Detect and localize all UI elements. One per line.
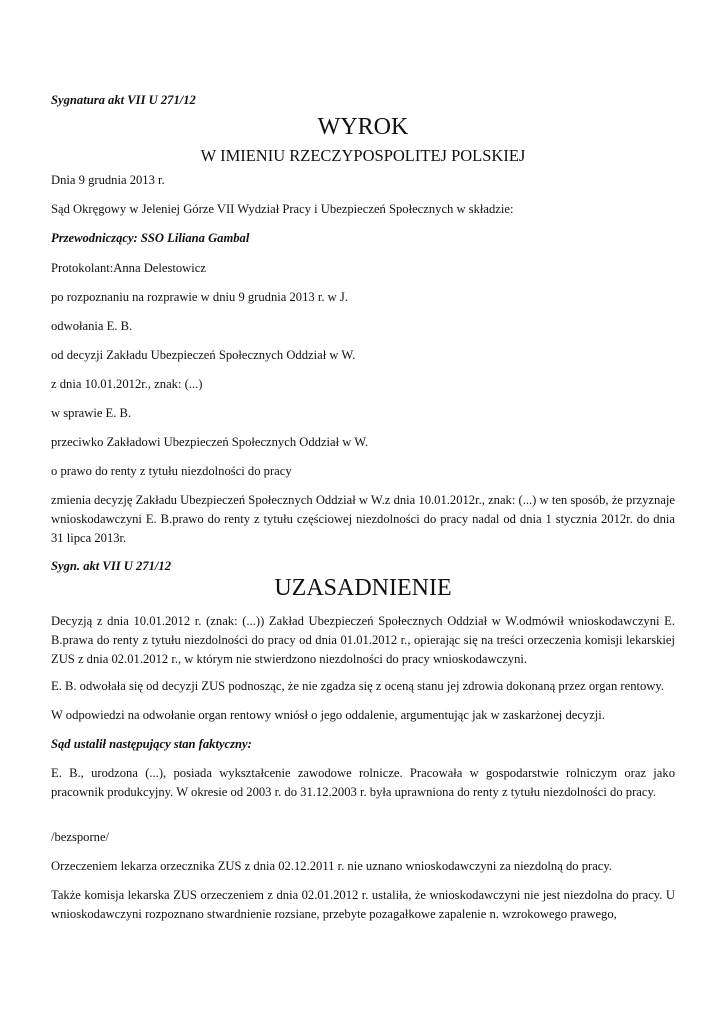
hearing-info: po rozpoznaniu na rozprawie w dniu 9 grudnia 2013 r. w J. [51, 290, 348, 304]
case-signature-short: Sygn. akt VII U 271/12 [51, 559, 172, 573]
court-recorder: Protokolant:Anna Delestowicz [51, 261, 206, 275]
presiding-judge: Przewodniczący: SSO Liliana Gambal [51, 231, 250, 245]
judgment-subtitle: W IMIENIU RZECZYPOSPOLITEJ POLSKIEJ [200, 146, 526, 165]
justification-para-3: W odpowiedzi na odwołanie organ rentowy wniósł o jego oddalenie, argumentując jak w zaskarżonej decyzji. [51, 708, 605, 722]
decision-origin: od decyzji Zakładu Ubezpieczeń Społecznych Oddział w W. [51, 348, 356, 362]
ruling-text: zmienia decyzję Zakładu Ubezpieczeń Społecznych Oddział w W.z dnia 10.01.2012r., znak: (...) w ten sposób, że przyznaje wnioskodawczyni E. B.prawo do renty z tytułu częściowej niezdolności do pracy nadal od dnia 1 stycznia 2012r. do dnia 31 lipca 2013r. [51, 493, 675, 545]
justification-title: UZASADNIENIE [274, 575, 452, 601]
undisputed-note: /bezsporne/ [51, 830, 110, 844]
judgment-title: WYROK [317, 114, 409, 140]
opposing-party: przeciwko Zakładowi Ubezpieczeń Społecznych Oddział w W. [51, 435, 369, 449]
case-signature: Sygnatura akt VII U 271/12 [51, 93, 196, 107]
court-composition: Sąd Okręgowy w Jeleniej Górze VII Wydział Pracy i Ubezpieczeń Społecznych w składzie: [51, 202, 514, 216]
case-party: w sprawie E. B. [51, 406, 132, 420]
judgment-date: Dnia 9 grudnia 2013 r. [51, 173, 165, 187]
justification-para-6: Także komisja lekarska ZUS orzeczeniem z dnia 02.01.2012 r. ustaliła, że wnioskodawczyni nie jest niezdolna do pracy. U wnioskodawczyni rozpoznano stwardnienie rozsiane, przebyte pozagałkowe zapalenie n. wzrokowego prawego, [51, 888, 675, 921]
justification-para-1: Decyzją z dnia 10.01.2012 r. (znak: (...)) Zakład Ubezpieczeń Społecznych Oddział w W.odmówił wnioskodawczyni E. B.prawa do renty z tytułu niezdolności do pracy od dnia 01.01.2012 r., opierając się na treści orzeczenia komisji lekarskiej ZUS z dnia 02.01.2012 r., w którym nie stwierdzono niezdolności do pracy wnioskodawczyni. [51, 614, 675, 666]
decision-date: z dnia 10.01.2012r., znak: (...) [51, 377, 203, 391]
case-subject: o prawo do renty z tytułu niezdolności do pracy [51, 464, 292, 478]
justification-para-5: Orzeczeniem lekarza orzecznika ZUS z dnia 02.12.2011 r. nie uznano wnioskodawczyni za niezdolną do pracy. [51, 859, 613, 873]
justification-para-2: E. B. odwołała się od decyzji ZUS podnosząc, że nie zgadza się z oceną stanu jej zdrowia dokonaną przez organ rentowy. [51, 679, 665, 693]
facts-heading: Sąd ustalił następujący stan faktyczny: [51, 737, 252, 751]
appeal-party: odwołania E. B. [51, 319, 133, 333]
justification-para-4: E. B., urodzona (...), posiada wykształcenie zawodowe rolnicze. Pracowała w gospodarstwie rolniczym oraz jako pracownik produkcyjny. W okresie od 2003 r. do 31.12.2003 r. była uprawniona do renty z tytułu niezdolności do pracy. [51, 766, 675, 799]
